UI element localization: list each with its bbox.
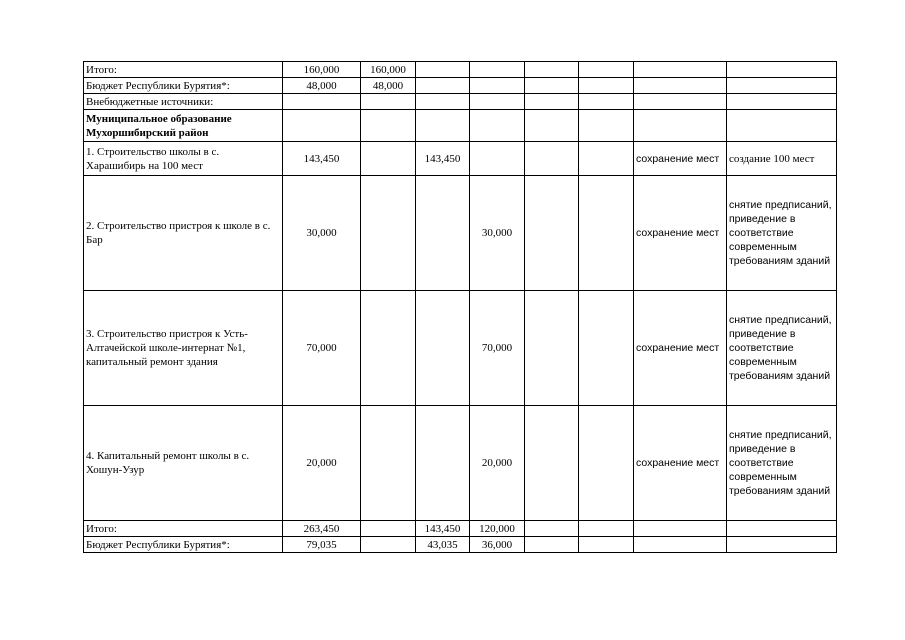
empty-cell: [416, 110, 470, 142]
empty-cell: [579, 110, 634, 142]
row-label: Внебюджетные источники:: [84, 94, 283, 110]
empty-cell: [470, 110, 525, 142]
empty-cell: [470, 94, 525, 110]
empty-cell: [525, 176, 579, 291]
table-row: [84, 142, 837, 176]
row-label: 4. Капитальный ремонт школы в с. Хошун-Узур: [84, 406, 283, 521]
empty-cell: [634, 110, 727, 142]
program-table: [83, 61, 837, 553]
cell-result: создание 100 мест: [727, 142, 837, 176]
empty-cell: [525, 521, 579, 537]
empty-cell: [579, 78, 634, 94]
row-label: Бюджет Республики Бурятия*:: [84, 537, 283, 553]
empty-cell: [525, 110, 579, 142]
empty-cell: [727, 78, 837, 94]
cell-y2009: 20,000: [470, 406, 525, 521]
cell-total: 160,000: [283, 62, 361, 78]
empty-cell: [727, 94, 837, 110]
cell-y2008: 143,450: [416, 142, 470, 176]
empty-cell: [361, 291, 416, 406]
row-label: 3. Строительство пристроя к Усть-Алтачейской школе-интернат №1, капитальный ремонт здания: [84, 291, 283, 406]
cell-result: снятие предписаний, приведение в соответствие современным требованиям зданий: [727, 406, 837, 521]
table-row: [84, 78, 837, 94]
empty-cell: [579, 521, 634, 537]
cell-total: 70,000: [283, 291, 361, 406]
row-label: 2. Строительство пристроя к школе в с. Бар: [84, 176, 283, 291]
cell-effect: сохранение мест: [634, 406, 727, 521]
empty-cell: [361, 537, 416, 553]
empty-cell: [634, 94, 727, 110]
cell-y2008: [416, 406, 470, 521]
row-label: 1. Строительство школы в с. Харашибирь на 100 мест: [84, 142, 283, 176]
empty-cell: [579, 142, 634, 176]
empty-cell: [470, 62, 525, 78]
cell-total: 79,035: [283, 537, 361, 553]
empty-cell: [416, 94, 470, 110]
empty-cell: [727, 62, 837, 78]
cell-effect: сохранение мест: [634, 291, 727, 406]
cell-y2009: [470, 142, 525, 176]
empty-cell: [361, 110, 416, 142]
cell-result: снятие предписаний, приведение в соответствие современным требованиям зданий: [727, 291, 837, 406]
empty-cell: [470, 78, 525, 94]
empty-cell: [525, 291, 579, 406]
empty-cell: [525, 406, 579, 521]
empty-cell: [634, 62, 727, 78]
cell-y2009: 120,000: [470, 521, 525, 537]
empty-cell: [361, 406, 416, 521]
empty-cell: [579, 406, 634, 521]
empty-cell: [525, 62, 579, 78]
cell-y2009: 30,000: [470, 176, 525, 291]
cell-y2009: 70,000: [470, 291, 525, 406]
cell-y2008: [416, 291, 470, 406]
table-row: [84, 537, 837, 553]
cell-total: 48,000: [283, 78, 361, 94]
empty-cell: [579, 94, 634, 110]
row-label: Бюджет Республики Бурятия*:: [84, 78, 283, 94]
empty-cell: [361, 94, 416, 110]
table-row: [84, 521, 837, 537]
cell-effect: сохранение мест: [634, 142, 727, 176]
table-row: [84, 94, 837, 110]
empty-cell: [579, 62, 634, 78]
cell-y2009: 36,000: [470, 537, 525, 553]
cell-y2008: 43,035: [416, 537, 470, 553]
cell-total: 20,000: [283, 406, 361, 521]
empty-cell: [579, 537, 634, 553]
empty-cell: [727, 537, 837, 553]
cell-y2008: 143,450: [416, 521, 470, 537]
empty-cell: [727, 521, 837, 537]
empty-cell: [361, 176, 416, 291]
section-row: [84, 110, 837, 142]
empty-cell: [579, 176, 634, 291]
cell-total: 143,450: [283, 142, 361, 176]
cell-result: снятие предписаний, приведение в соответствие современным требованиям зданий: [727, 176, 837, 291]
empty-cell: [634, 78, 727, 94]
empty-cell: [283, 94, 361, 110]
empty-cell: [727, 110, 837, 142]
cell-value: 48,000: [361, 78, 416, 94]
table-row: [84, 406, 837, 521]
empty-cell: [416, 62, 470, 78]
table-row: [84, 176, 837, 291]
empty-cell: [361, 142, 416, 176]
cell-total: 30,000: [283, 176, 361, 291]
cell-y2008: [416, 176, 470, 291]
table-row: [84, 62, 837, 78]
section-title: Муниципальное образование Мухоршибирский район: [84, 110, 283, 142]
empty-cell: [283, 110, 361, 142]
empty-cell: [634, 537, 727, 553]
row-label: Итого:: [84, 62, 283, 78]
empty-cell: [525, 142, 579, 176]
cell-value: 160,000: [361, 62, 416, 78]
empty-cell: [416, 78, 470, 94]
empty-cell: [525, 78, 579, 94]
empty-cell: [579, 291, 634, 406]
cell-effect: сохранение мест: [634, 176, 727, 291]
empty-cell: [525, 537, 579, 553]
empty-cell: [634, 521, 727, 537]
table-row: [84, 291, 837, 406]
empty-cell: [361, 521, 416, 537]
cell-total: 263,450: [283, 521, 361, 537]
empty-cell: [525, 94, 579, 110]
row-label: Итого:: [84, 521, 283, 537]
